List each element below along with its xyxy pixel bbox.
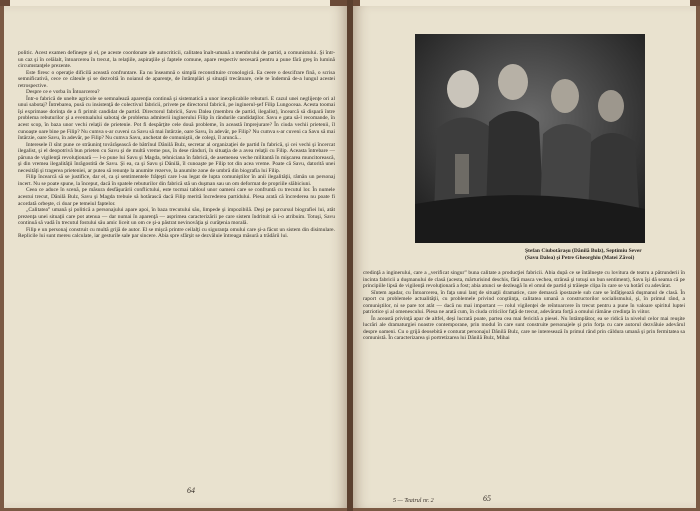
paragraph: Sîntem aşadar, cu Întoarcerea, în faţa unui lanţ de situaţii dramatice, care demască ipostazele sub care se înfăţişează duşmanul de clasă. În raport cu problemele actualităţii, cu problemele privind conştiinţa, calitatea umană a constructorilor socialismului, şi, în primul rând, a comuniştilor, ni se pare tot atât — dacă nu mai important — rolul vigilenţei de reîntoarcere în trecut pentru a pune în valoare spiritul luptei patriotice şi al omenescului. Piesa ne arată cum, în ciuda criticilor faţă de trecut, adevărata forţă a omului rămâne credinţa în viitor.: [363, 289, 685, 316]
right-page: [353, 6, 696, 508]
paragraph: Într-o fabrică de unelte agricole se semnalează aparenţia continuă şi sistematică a unor inexplicabile rebuturi. E cazul unei neglijenţe ori al unui sabotaj? Întrebarea, pusă cu insistenţă de colectivul fabricii, privete pe directorul fabricii, pe inginerul-şef Filip Lungoceaa. Acesta toomai îşi exprimase dorinţa de a fi primit candidat de partid. Directorul fabricii, Savu Dalea (membru de partid, ilegalist), încearcă să dispară între problema rebuturilor şi a eventualului sabotaj de problema admiterii inginerului Filip în rândurile candidaţilor. Savu e gata să-l recomande, în acest scop, în baza unor vechi relaţii de prietenie. Pot fi despărţite cele două probleme, în această împrejurare? În ciuda vechii prietenii, îl cunoaşte oare bine pe Filip? Nu cumva s-ar cuveni ca Savu să mai întârzie, oare Savu, în adevăr, pe Filip? Nu cumva s-ar cuveni ca Savu să mai întârzie, oare Savu, în adevăr, pe Filip? Nu cumva Savu, anchetat de comuniştii, de colegi, îl aruncă...: [18, 95, 335, 142]
photo-caption: Ştefan Ciubotăraşu (Dănilă Bulz), Septimiu Sever (Savu Dalea) şi Petre Gheorghiu (Matei Zăvoi): [525, 248, 642, 261]
left-page: [4, 6, 347, 508]
paragraph: „Calitatea” umană şi politică a personajului apare apoi, în baza trecutului său, limpede şi impozibilă. Deşi pe parcursul biografiei lui, atât prezenţa unei situaţii care pot atenua — dar numai în aparenţă — asprimea caracterizării pe care sistem îndrituit să i-o atribuim. Totuşi, Savu continuă să vadă în trecutul fostului său amic liceit un om ce şi-a păstrat nevinovăţia şi curăţenia morală.: [18, 207, 335, 227]
theatre-photo: [415, 34, 645, 243]
footer-note: 5 — Teatrul nr. 2: [393, 498, 434, 504]
right-page-text: [363, 270, 685, 342]
paragraph: Filip încearcă să se justifice, dar el, ca şi sentimentele frăţeşti care l-au legat de lupta comuniştilor în anii ilegalităţii, rămân un personaj incert. Nu se poate spune, la început, dacă în spatele rebuturilor din fabrică stă un duşman sau un om deformat de propriile slăbiciuni.: [18, 174, 335, 187]
paragraph: politic. Acest examen defineşte şi el, pe aceste coordonate ale autocriticii, calitatea înalt-umană a membrului de partid, a comunistului. Şi într-un caz şi în celălalt, întoarcerea în trecut, la relaţiile, aspiraţiile şi faptele comune, apare respectiv necesară pentru a pune fără greş în lumină circumstanţele prezente.: [18, 50, 335, 70]
paragraph: Este firesc o operaţie dificilă această confruntare. Ea nu înseamnă o simplă reconstituire cronologică. Ea ceere o descifrare fină, o scrisa semnificativă, cece ce câteule şi se dezvoltă în noianul de aparenţe, de întâmplări şi situaţii trecătoare, cele te îndemnă de-a lungul acestei retrospective.: [18, 69, 335, 89]
page-number: 64: [187, 486, 195, 495]
paragraph: Filip e un personaj construit cu multă grijă de autor. El se mişcă printre ceilalţi cu siguranţa omului care şi-a făcut un sistem din disimulare. Replicile lui sunt mereu calculate, iar gesturile sale par sincere. Abia spre sfârşit se dezvăluie întreaga măsură a trădării lui.: [18, 226, 335, 240]
left-page-text: [18, 50, 335, 240]
paragraph: În această privinţă apar de altfel, deşi lucrată poate, partea cea mai fericită a piesei. Nu întâmplător, ea se ridică la nivelul celor mai reuşite lucrări ale dramaturgiei noastre contemporane, prin modul în care sunt construite personajele şi prin forţa cu care autorul dezvăluie adevărul despre oameni. Cu o grijă deosebită e conturat personajul Dănilă Bulz, care ne interesează în primul rând prin căldura umană şi prin fermitatea sa comunistă. În caracterizarea şi portretizarea lui Dănilă Bulz, Mihai: [363, 315, 685, 342]
page-number: 65: [483, 494, 491, 503]
paragraph: Interesele îl sînt pune ce străuninţ tovărăşească de bătrînul Dănilă Bulz, secretar al organizaţiei de partid în fabrică, şi cei vechi şi încercat ilegalist, şi el deopotrivă bun prieten cu Savu şi de multă vreme pus, în dese rânduri, în situaţia de a avea relaţii cu Filip. Aceasta întrebare — păruna de vigilenţă revoluţionară — l-o pune lui Savu şi Magda, tehniciana în fabrică, de asemenea veche militantă în mişcarea muncitorească, şi din vremea ilegalităţii înrăgostită de Savu. Şi ea, ca şi Savu şi Dănilă, îl cunoaşte pe Filip tot din acea vreme. Poate că Savu, datorită unei necesităţi şi tragerea prieteniei, ar putea să renunţe la anumite rezerve, la anumite zone de umbră din biografia lui Filip.: [18, 141, 335, 174]
paragraph: credinţă a inginerului, care a „verificat singur” buna calitate a producţiei fabricii. Abia după ce se întâlneşte cu lovitura de teatru a pătrunderii în incinta fabricii a duşmanului de clasă (acesta, mărturisind deschis, fără masca vechea, strânsă şi totuşi un bun sentiment), Savu îşi dă seama că pe principiile lipsă de vigilenţă revoluţionară a fost; abia atunci se dezleagă în el omul de partid şi trăieşte clipa în care se va hotărî cu adevărat.: [363, 270, 685, 290]
paragraph: Ceea ce aduce în scenă, pe măsura desfăşurării conflictului, este tocmai tabloul unor oameni care se confruntă cu trecutul lor. În numele acestui trecut, Dănilă Bulz, Savu şi Magda trebuie să hotărască dacă Filip merită încrederea partidului. Piesa arată că încrederea nu poate fi acordată orbeşte, ci doar pe temeiul faptelor.: [18, 187, 335, 207]
paragraph: Despre ce e vorba în Întoarcerea?: [26, 89, 100, 96]
photo-illustration: [415, 34, 645, 243]
